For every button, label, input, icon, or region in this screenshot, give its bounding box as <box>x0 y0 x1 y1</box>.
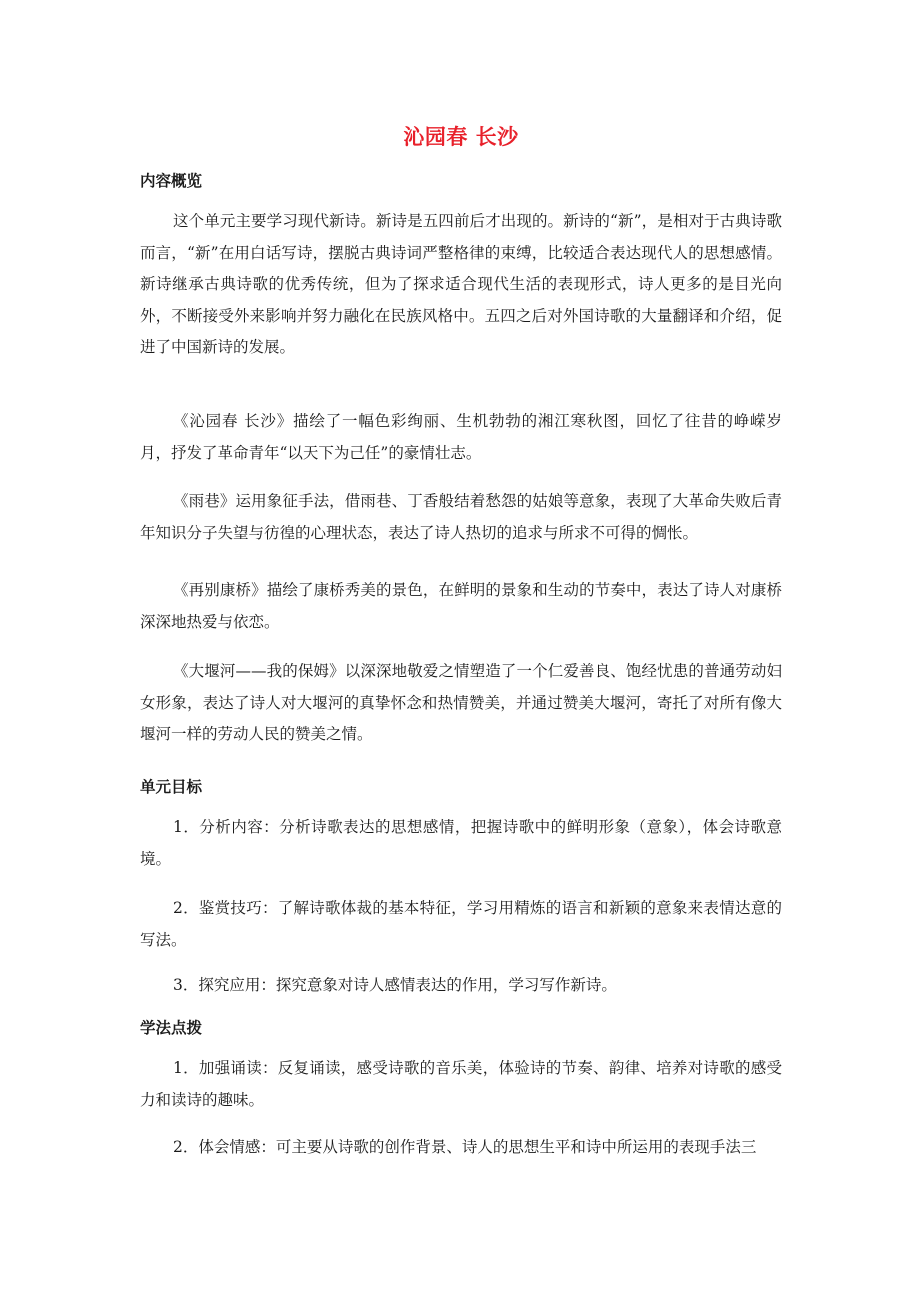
paragraph: 1．分析内容：分析诗歌表达的思想感情，把握诗歌中的鲜明形象（意象），体会诗歌意境。 <box>140 818 782 868</box>
section-heading-overview: 内容概览 <box>140 172 203 190</box>
paragraph: 《再别康桥》描绘了康桥秀美的景色，在鲜明的景象和生动的节奏中，表达了诗人对康桥深深地热爱与依恋。 <box>140 581 782 631</box>
document-title: 沁园春 长沙 <box>403 125 519 149</box>
paragraph: 2．体会情感：可主要从诗歌的创作背景、诗人的思想生平和诗中所运用的表现手法三 <box>173 1138 757 1156</box>
section-heading-goals: 单元目标 <box>140 778 203 796</box>
paragraph: 1．加强诵读：反复诵读，感受诗歌的音乐美，体验诗的节奏、韵律、培养对诗歌的感受力和读诗的趣味。 <box>140 1059 782 1109</box>
section-heading-methods: 学法点拨 <box>140 1019 203 1037</box>
paragraph: 2．鉴赏技巧：了解诗歌体裁的基本特征，学习用精炼的语言和新颖的意象来表情达意的写法。 <box>140 899 782 949</box>
paragraph: 《大堰河——我的保姆》以深深地敬爱之情塑造了一个仁爱善良、饱经忧患的普通劳动妇女形象，表达了诗人对大堰河的真挚怀念和热情赞美，并通过赞美大堰河，寄托了对所有像大堰河一样的劳动人民的赞美之情。 <box>140 662 782 743</box>
paragraph: 3．探究应用：探究意象对诗人感情表达的作用，学习写作新诗。 <box>173 976 617 994</box>
paragraph: 这个单元主要学习现代新诗。新诗是五四前后才出现的。新诗的“新”，是相对于古典诗歌而言，“新”在用白话写诗，摆脱古典诗词严整格律的束缚，比较适合表达现代人的思想感情。新诗继承古典诗歌的优秀传统，但为了探求适合现代生活的表现形式，诗人更多的是目光向外，不断接受外来影响并努力融化在民族风格中。五四之后对外国诗歌的大量翻译和介绍，促进了中国新诗的发展。 <box>140 212 782 356</box>
paragraph: 《沁园春 长沙》描绘了一幅色彩绚丽、生机勃勃的湘江寒秋图，回忆了往昔的峥嵘岁月，抒发了革命青年“以天下为己任”的豪情壮志。 <box>140 412 782 462</box>
paragraph: 《雨巷》运用象征手法，借雨巷、丁香般结着愁怨的姑娘等意象，表现了大革命失败后青年知识分子失望与彷徨的心理状态，表达了诗人热切的追求与所求不可得的惆怅。 <box>140 492 782 542</box>
